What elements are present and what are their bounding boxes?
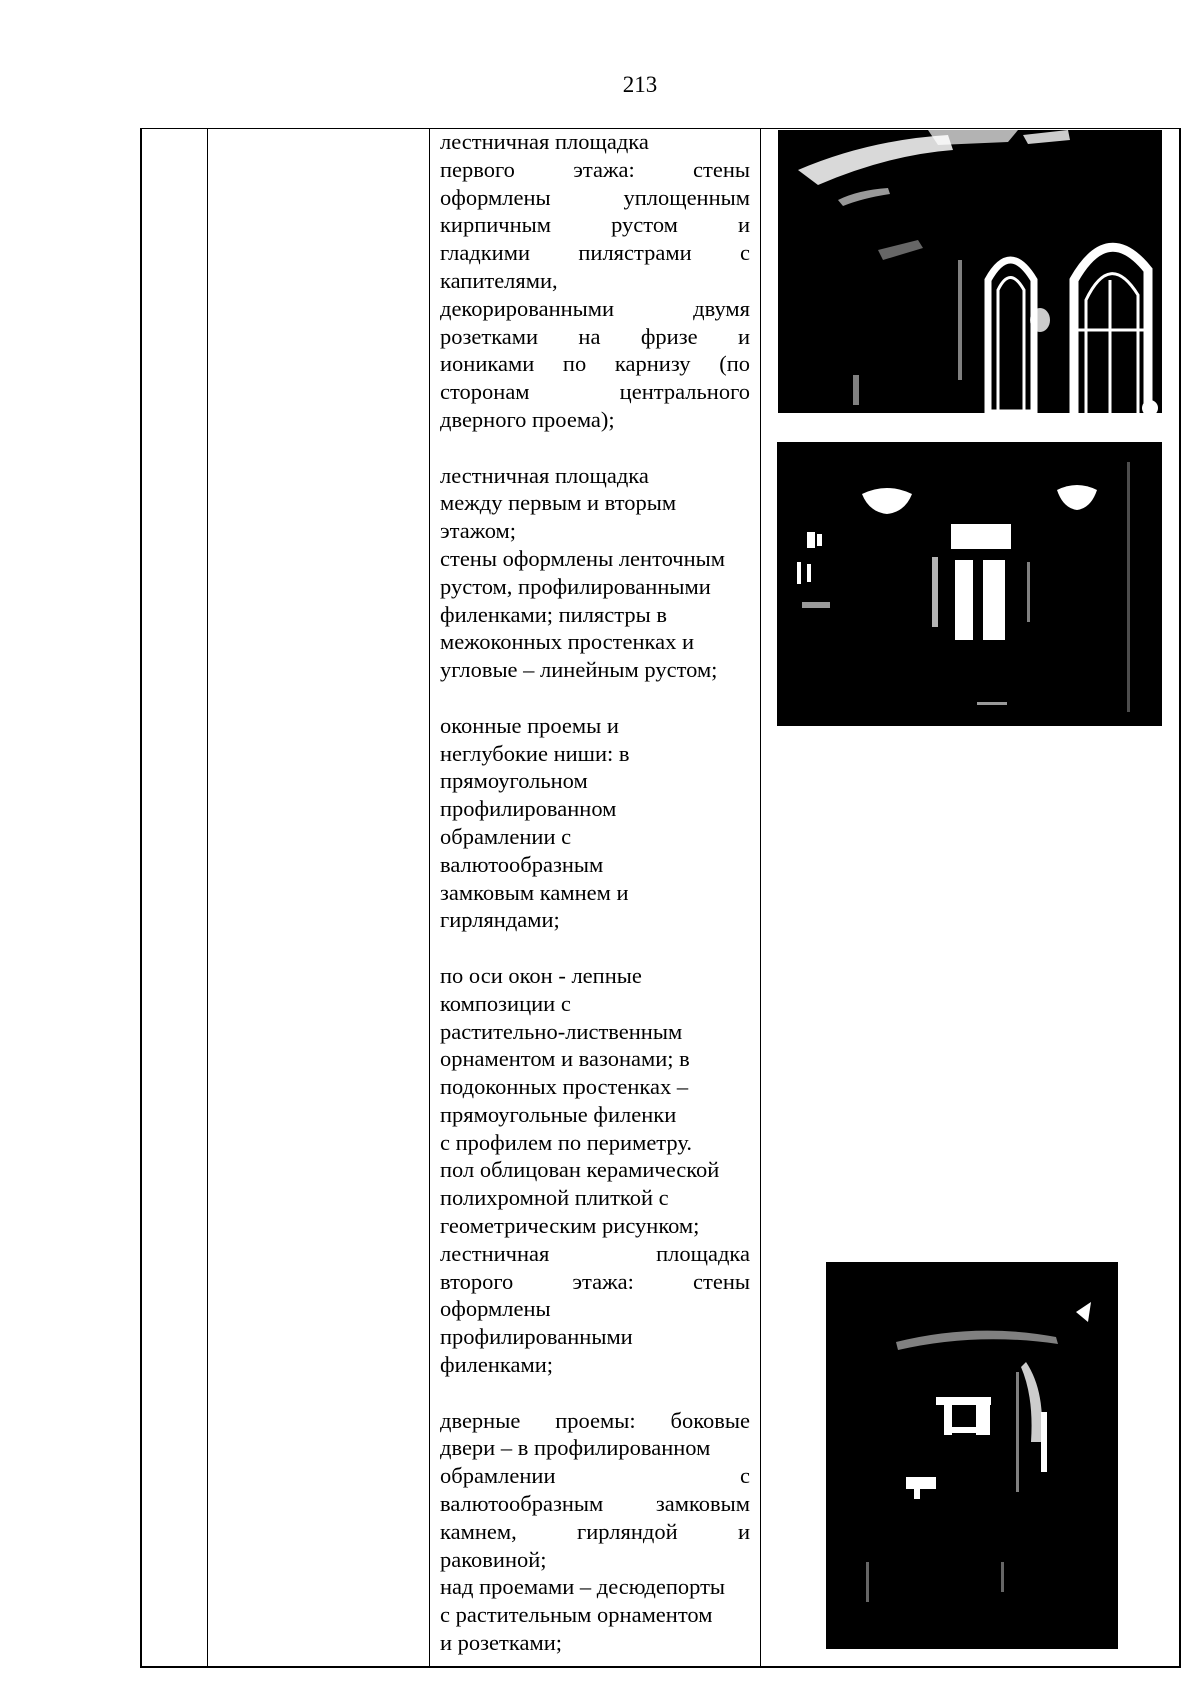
text-line: профилированными <box>440 1324 633 1350</box>
column-divider-1 <box>207 129 208 1666</box>
text-line: между первым и вторым <box>440 490 677 516</box>
photo-second-floor-landing <box>826 1262 1118 1649</box>
text-line: дверного проема); <box>440 406 615 432</box>
text-line: второго этажа: стены <box>440 1268 750 1294</box>
text-line: подоконных простенках – <box>440 1074 689 1100</box>
text-line: первого этажа: стены <box>440 156 750 182</box>
column-divider-3 <box>760 129 761 1666</box>
text-line: сторонам центрального <box>440 379 750 405</box>
text-line: профилированном <box>440 796 617 822</box>
text-line: этажом; <box>440 518 517 544</box>
text-line: капителями, <box>440 267 558 293</box>
paragraph <box>440 128 750 434</box>
page-number: 213 <box>622 72 658 97</box>
text-line: растительно-лиственным <box>440 1018 683 1044</box>
text-line: камнем, гирляндой и <box>440 1518 750 1544</box>
text-line: межоконных простенках и <box>440 629 695 655</box>
text-line: рустом, профилированными <box>440 573 711 599</box>
text-line: иониками по карнизу (по <box>440 351 750 377</box>
text-line: прямоугольном <box>440 768 588 794</box>
text-line: лестничная площадка <box>440 1240 750 1266</box>
text-line: полихромной плиткой с <box>440 1185 669 1211</box>
text-line: кирпичным рустом и <box>440 212 750 238</box>
column-divider-2 <box>429 129 430 1666</box>
text-line: прямоугольные филенки <box>440 1101 677 1127</box>
text-line: стены оформлены ленточным <box>440 545 725 571</box>
paragraph <box>440 1407 750 1657</box>
text-line: оформлены <box>440 1296 551 1322</box>
paragraph <box>440 962 750 1379</box>
text-line: орнаментом и вазонами; в <box>440 1046 690 1072</box>
text-line: двери – в профилированном <box>440 1435 711 1461</box>
text-line: дверные проемы: боковые <box>440 1407 750 1433</box>
text-line: по оси окон - лепные <box>440 962 642 988</box>
text-line: оконные проемы и <box>440 712 619 738</box>
text-line: лестничная площадка <box>440 129 649 154</box>
photo-first-floor-landing <box>778 130 1162 413</box>
text-line: с растительным орнаментом <box>440 1602 713 1628</box>
text-line: с профилем по периметру. <box>440 1129 692 1155</box>
text-line: обрамлении с <box>440 823 572 849</box>
text-line: валютообразным <box>440 851 604 877</box>
paragraph <box>440 462 750 684</box>
text-line: розетками на фризе и <box>440 323 750 349</box>
text-line: и розетками; <box>440 1630 562 1656</box>
paragraph-gap <box>440 684 750 712</box>
text-line: неглубокие ниши: в <box>440 740 630 766</box>
text-line: валютообразным замковым <box>440 1491 750 1517</box>
text-line: обрамлении с <box>440 1463 750 1489</box>
text-line: декорированными двумя <box>440 295 750 321</box>
text-line: гладкими пилястрами с <box>440 240 750 266</box>
text-line: угловые – линейным рустом; <box>440 657 718 683</box>
text-line: композиции с <box>440 990 571 1016</box>
text-line: замковым камнем и <box>440 879 629 905</box>
text-line: геометрическим рисунком; <box>440 1213 700 1239</box>
text-line: раковиной; <box>440 1546 547 1572</box>
text-line: пол облицован керамической <box>440 1157 720 1183</box>
paragraph-gap <box>440 1379 750 1407</box>
text-line: лестничная площадка <box>440 462 649 488</box>
description-column <box>440 128 750 1657</box>
text-line: филенками; пилястры в <box>440 601 667 627</box>
photo-intermediate-landing <box>777 442 1162 726</box>
paragraph-gap <box>440 934 750 962</box>
text-line: над проемами – десюдепорты <box>440 1574 726 1600</box>
paragraph-gap <box>440 434 750 462</box>
text-line: оформлены уплощенным <box>440 184 750 210</box>
text-line: гирляндами; <box>440 907 560 933</box>
text-line: филенками; <box>440 1352 553 1378</box>
paragraph <box>440 712 750 934</box>
